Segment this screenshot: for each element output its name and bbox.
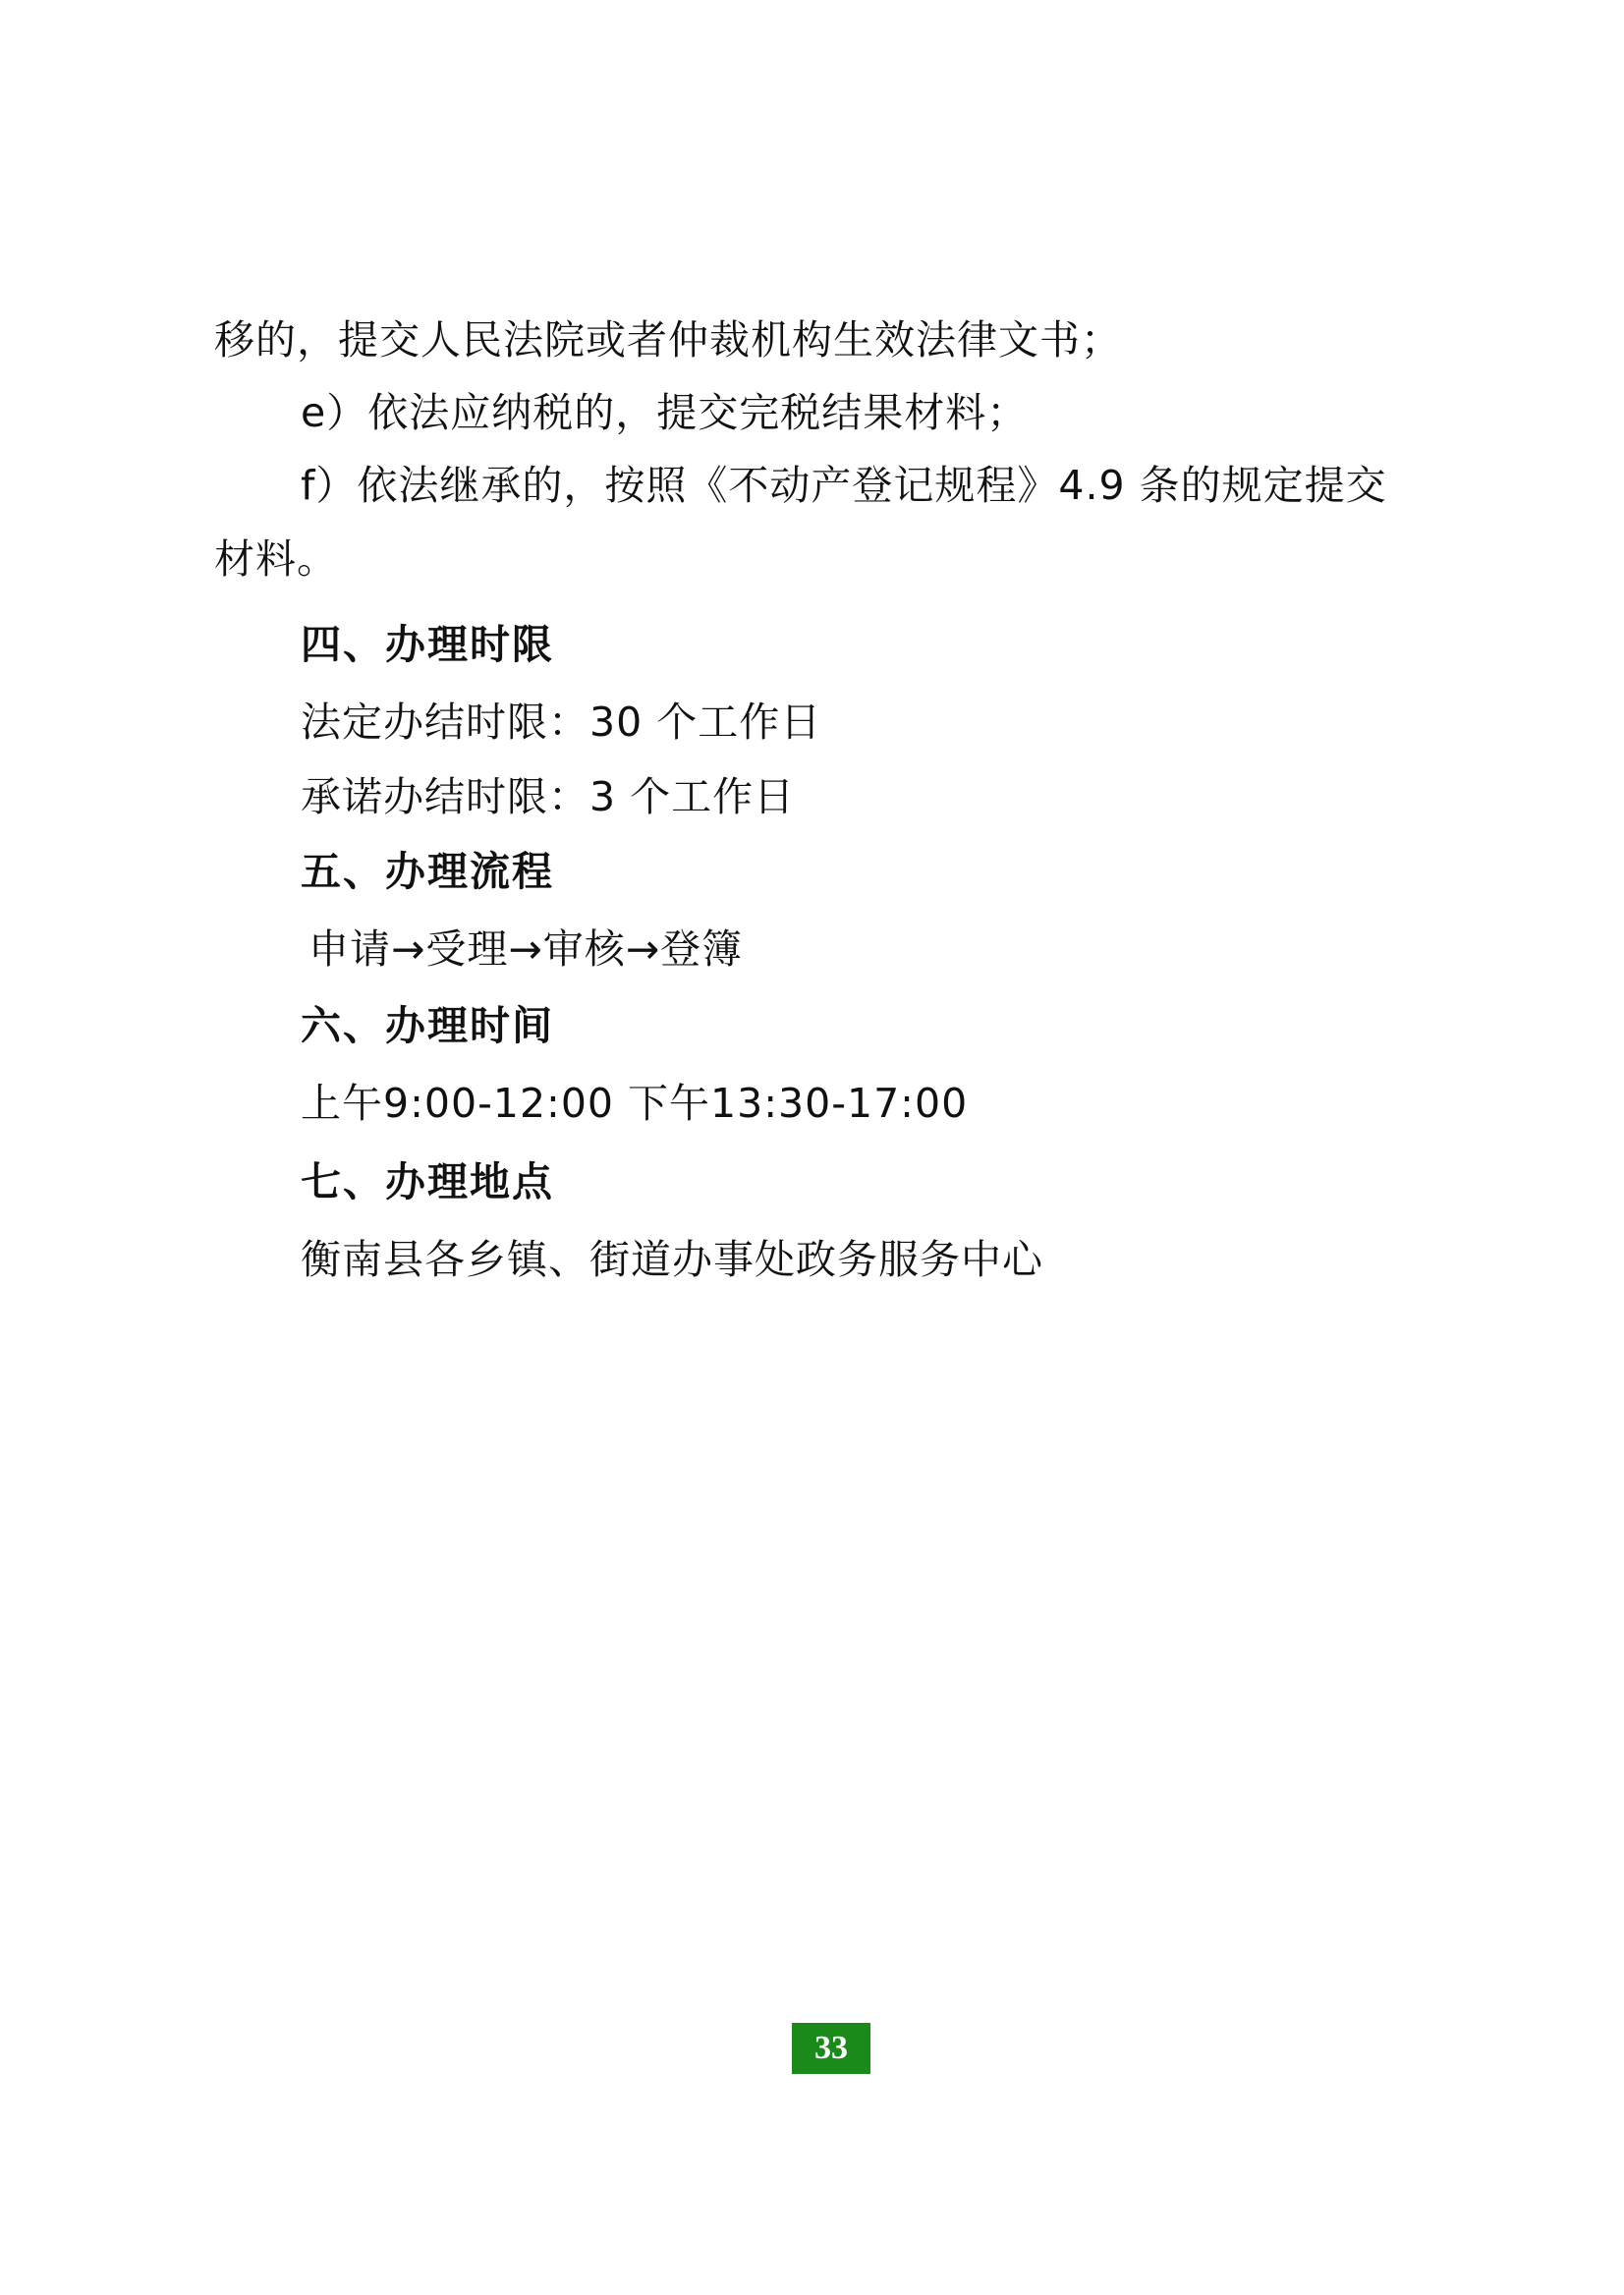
service-location: 衡南县各乡镇、街道办事处政务服务中心 — [301, 1236, 1043, 1283]
body-line-1: 移的，提交人民法院或者仲裁机构生效法律文书； — [214, 316, 1122, 364]
office-hours: 上午9:00-12:00 下午13:30-17:00 — [301, 1080, 969, 1127]
section-4-heading: 四、办理时限 — [301, 621, 554, 668]
section-5-heading: 五、办理流程 — [301, 848, 554, 895]
promised-time-limit: 承诺办结时限：3 个工作日 — [301, 773, 796, 820]
body-line-2: e）依法应纳税的，提交完税结果材料； — [301, 389, 1029, 436]
body-line-4: 材料。 — [214, 535, 338, 583]
legal-time-limit: 法定办结时限：30 个工作日 — [301, 699, 822, 746]
process-flow: 申请→受理→审核→登簿 — [308, 925, 744, 973]
section-7-heading: 七、办理地点 — [301, 1158, 554, 1205]
body-line-3: f）依法继承的，按照《不动产登记规程》4.9 条的规定提交 — [301, 462, 1387, 509]
section-6-heading: 六、办理时间 — [301, 1002, 554, 1049]
page-number-badge: 33 — [792, 2023, 870, 2074]
